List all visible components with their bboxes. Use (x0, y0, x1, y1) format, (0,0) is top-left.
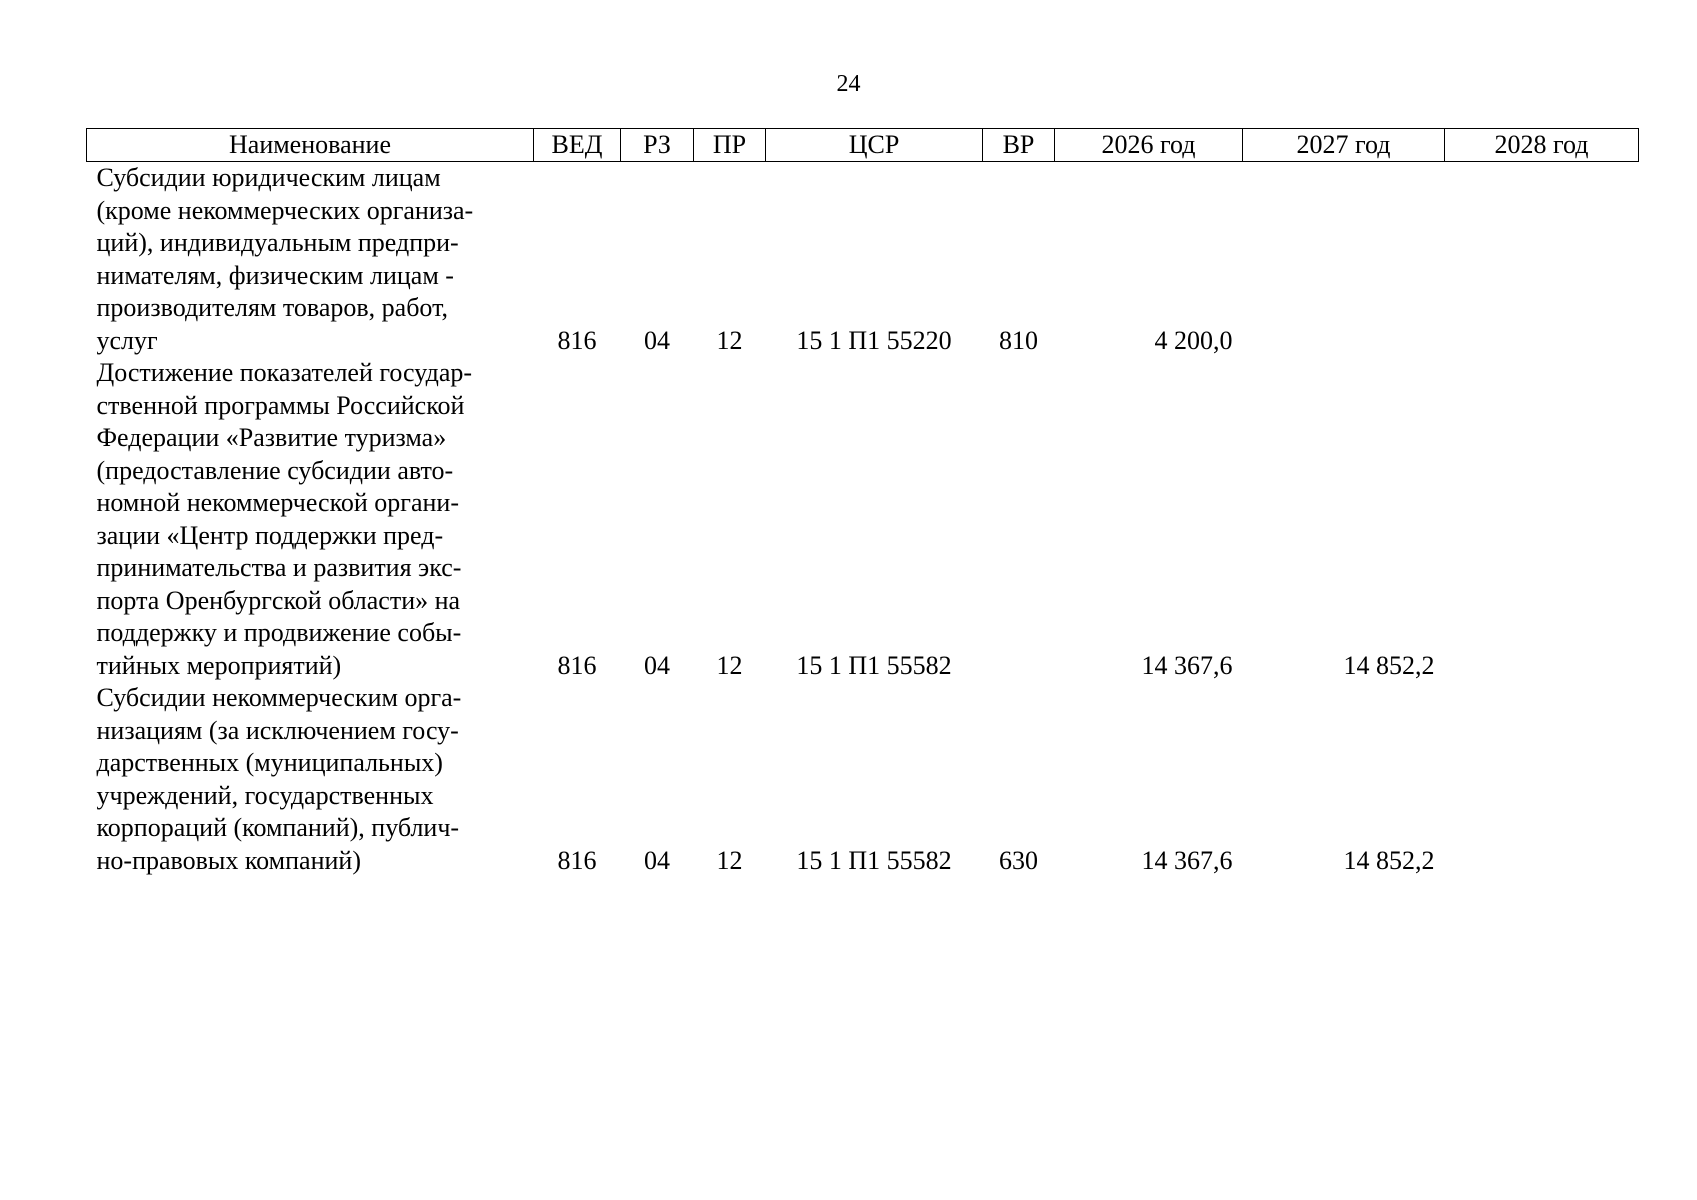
row-2026: 14 367,6 (1141, 650, 1233, 680)
row-name-line: Федерации «Развитие туризма» (96, 423, 447, 452)
row-ved: 816 (557, 650, 597, 680)
row-name-line: учреждений, государственных (96, 780, 434, 810)
header-ved: ВЕД (534, 129, 621, 162)
row-2027: 14 852,2 (1343, 650, 1435, 680)
header-csr: ЦСР (766, 129, 983, 162)
table-header-row (87, 129, 1639, 162)
table-row (87, 357, 1639, 682)
row-name (87, 682, 534, 877)
row-name-line: низациям (за исключением госу- (96, 715, 459, 745)
row-rz: 04 (644, 325, 670, 355)
row-2027 (1243, 162, 1445, 358)
page-number: 24 (836, 71, 861, 97)
row-name-line: ственной программы Российской (96, 390, 465, 420)
row-2027: 14 852,2 (1343, 845, 1435, 875)
header-2026: 2026 год (1055, 129, 1243, 162)
row-name-line: Субсидии некоммерческим орга- (96, 683, 462, 712)
row-name-line: ций), индивидуальным предпри- (96, 228, 459, 257)
row-csr: 15 1 П1 55220 (796, 325, 952, 355)
row-name (87, 357, 534, 682)
row-ved: 816 (557, 325, 597, 355)
header-rz: РЗ (621, 129, 694, 162)
row-name (87, 162, 534, 358)
row-name-line: порта Оренбургской области» на (96, 585, 461, 615)
row-rz: 04 (644, 650, 670, 680)
row-name-line: дарственных (муниципальных) (96, 748, 443, 777)
row-vr: 630 (999, 845, 1038, 875)
header-name: Наименование (87, 129, 534, 162)
row-vr: 810 (999, 325, 1038, 355)
header-vr: ВР (983, 129, 1055, 162)
row-name-line: но-правовых компаний) (96, 845, 361, 875)
row-2026: 14 367,6 (1141, 845, 1233, 875)
row-name-line: нимателям, физическим лицам - (96, 260, 454, 290)
row-name-line: Субсидии юридическим лицам (96, 163, 441, 192)
row-2026: 4 200,0 (1154, 325, 1233, 355)
row-vr (983, 357, 1055, 682)
row-name-line: Достижение показателей государ- (96, 358, 473, 387)
row-rz: 04 (644, 845, 670, 875)
row-pr: 12 (716, 325, 743, 355)
table-row (87, 682, 1639, 877)
row-name-line: поддержку и продвижение собы- (96, 618, 462, 647)
row-2028 (1445, 357, 1639, 682)
row-name-line: тийных мероприятий) (96, 650, 342, 680)
row-name-line: принимательства и развития экс- (96, 553, 462, 582)
row-name-line: зации «Центр поддержки пред- (96, 520, 444, 550)
row-csr: 15 1 П1 55582 (796, 650, 952, 680)
row-name-line: производителям товаров, работ, (96, 293, 448, 322)
row-pr: 12 (716, 845, 743, 875)
row-name-line: (предоставление субсидии авто- (96, 455, 454, 485)
row-2028 (1445, 162, 1639, 358)
budget-table (86, 128, 1639, 877)
table-row (87, 162, 1639, 358)
row-name-line: корпораций (компаний), публич- (96, 813, 460, 842)
header-2028: 2028 год (1445, 129, 1639, 162)
row-pr: 12 (716, 650, 743, 680)
row-name-line: (кроме некоммерческих организа- (96, 195, 474, 225)
row-ved: 816 (557, 845, 597, 875)
row-name-line: номной некоммерческой органи- (96, 488, 459, 517)
row-name-line: услуг (96, 325, 158, 355)
header-2027: 2027 год (1243, 129, 1445, 162)
row-csr: 15 1 П1 55582 (796, 845, 952, 875)
header-pr: ПР (694, 129, 766, 162)
row-2028 (1445, 682, 1639, 877)
